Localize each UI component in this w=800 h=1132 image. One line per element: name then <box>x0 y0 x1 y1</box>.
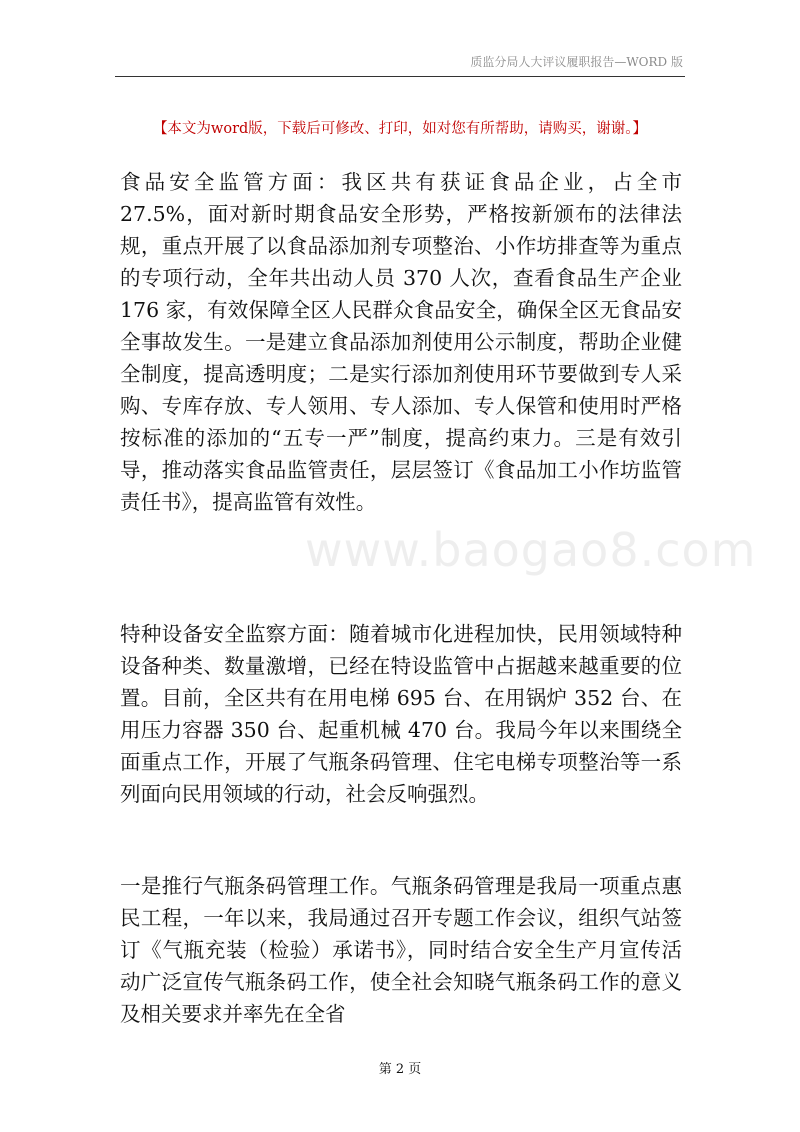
body-paragraph <box>120 870 682 1030</box>
download-notice: 【本文为word版，下载后可修改、打印，如对您有所帮助，请购买，谢谢。】 <box>152 121 648 137</box>
body-paragraph <box>120 618 682 810</box>
watermark: www.baogao8.com <box>305 523 757 577</box>
page-number: 第 2 页 <box>378 1062 422 1077</box>
page-header <box>115 50 685 77</box>
body-paragraph <box>120 166 682 518</box>
header-title: 质监分局人大评议履职报告—WORD 版 <box>470 55 683 69</box>
paragraph-gas-cylinder: 一是推行气瓶条码管理工作。气瓶条码管理是我局一项重点惠民工程，一年以来，我局通过召开专题工作会议，组织气站签订《气瓶充装（检验）承诺书》，同时结合安全生产月宣传活动广泛宣传气瓶条码工作，使全社会知晓气瓶条码工作的意义及相关要求并率先在全省 <box>120 874 682 1026</box>
paragraph-food-safety: 食品安全监管方面：我区共有获证食品企业，占全市 27.5%，面对新时期食品安全形势，严格按新颁布的法律法规，重点开展了以食品添加剂专项整治、小作坊排查等为重点的专项行动，全年共出动人员 370 人次，查看食品生产企业 176 家，有效保障全区人民群众食品安全，确保全区无食品安全事故发生。一是建立食品添加剂使用公示制度，帮助企业健全制度，提高透明度；二是实行添加剂使用环节要做到专人采购、专库存放、专人领用、专人添加、专人保管和使用时严格按标准的添加的“五专一严”制度，提高约束力。三是有效引导，推动落实食品监管责任，层层签订《食品加工小作坊监管责任书》，提高监管有效性。 <box>120 170 682 514</box>
paragraph-special-equipment: 特种设备安全监察方面：随着城市化进程加快，民用领域特种设备种类、数量激增，已经在特设监管中占据越来越重要的位置。目前，全区共有在用电梯 695 台、在用锅炉 352 台、在用压力容器 350 台、起重机械 470 台。我局今年以来围绕全面重点工作，开展了气瓶条码管理、住宅电梯专项整治等一系列面向民用领域的行动，社会反响强烈。 <box>120 622 682 806</box>
